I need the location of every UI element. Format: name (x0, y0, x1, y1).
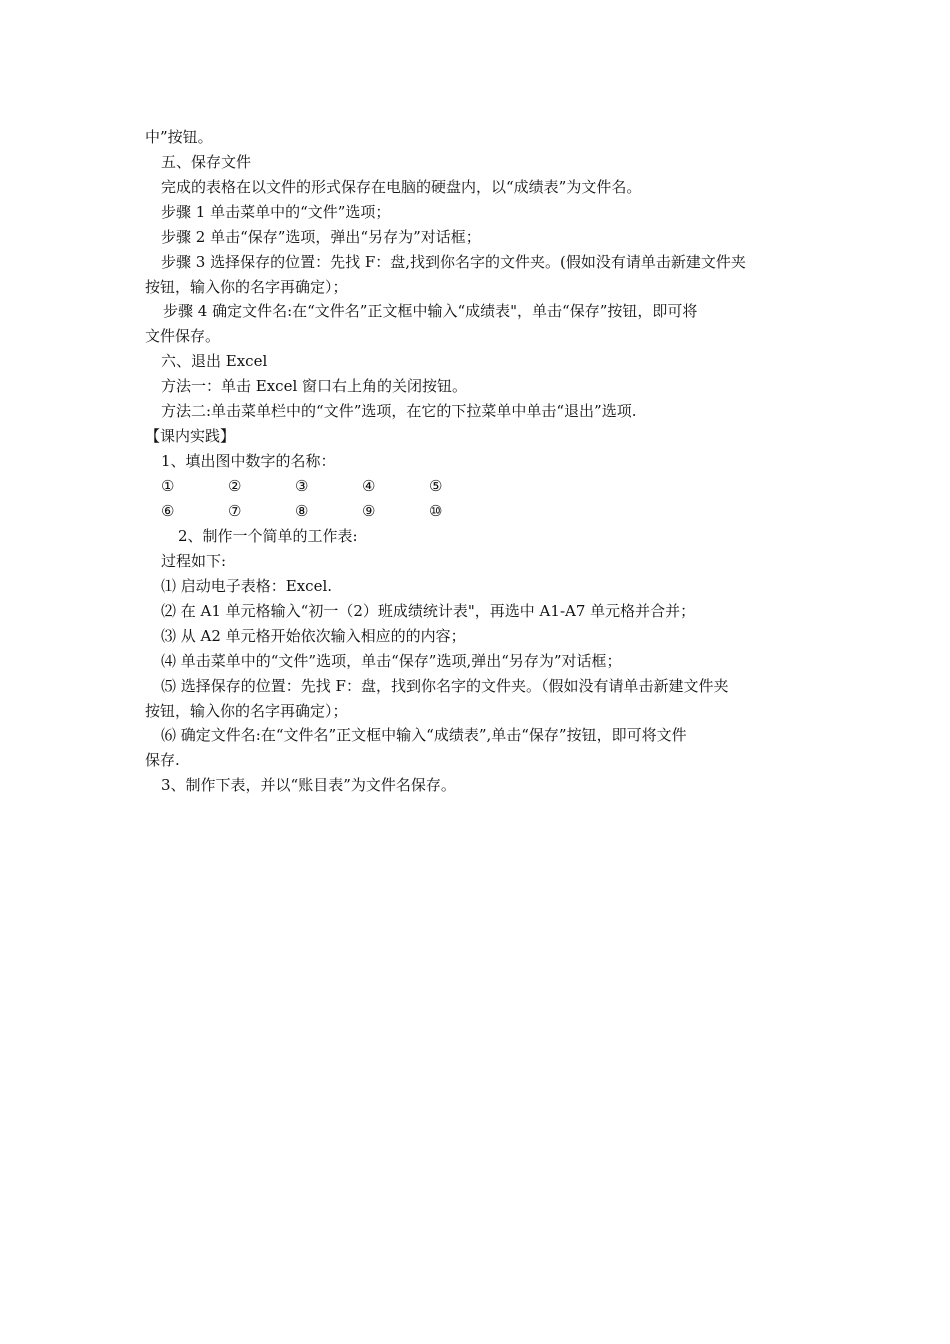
process-step-1: ⑴ 启动电子表格：Excel. (161, 577, 333, 595)
method-2: 方法二:单击菜单栏中的“文件”选项，在它的下拉菜单中单击“退出”选项. (161, 402, 637, 420)
process-step-4: ⑷ 单击菜单中的“文件”选项，单击“保存”选项,弹出“另存为”对话框； (161, 652, 622, 670)
step-2: 步骤 2 单击“保存”选项，弹出“另存为”对话框； (161, 228, 481, 246)
number-row-2 (161, 501, 496, 521)
step-3-cont: 按钮，输入你的名字再确定）； (145, 278, 348, 296)
process-step-6-cont: 保存. (145, 751, 180, 769)
circled-number: ⑥ (161, 502, 175, 520)
step-4-cont: 文件保存。 (145, 327, 221, 345)
step-1: 步骤 1 单击菜单中的“文件”选项； (161, 203, 391, 221)
method-1: 方法一：单击 Excel 窗口右上角的关闭按钮。 (161, 377, 468, 395)
process-step-3: ⑶ 从 A2 单元格开始依次输入相应的的内容； (161, 627, 466, 645)
circled-number: ⑦ (228, 502, 242, 520)
circled-number: ⑤ (429, 477, 443, 495)
step-4: 步骤 4 确定文件名:在“文件名”正文框中输入“成绩表"，单击“保存”按钮，即可将 (163, 302, 698, 320)
circled-number: ③ (295, 477, 309, 495)
circled-number: ⑧ (295, 502, 309, 520)
text-line: 中”按钮。 (145, 128, 213, 146)
task-3: 3、制作下表，并以“账目表”为文件名保存。 (161, 776, 456, 794)
circled-number: ① (161, 477, 175, 495)
section-heading-practice: 【课内实践】 (145, 427, 236, 445)
task-2: 2、制作一个简单的工作表: (178, 527, 358, 545)
circled-number: ② (228, 477, 242, 495)
number-row-1 (161, 476, 496, 496)
text-line: 完成的表格在以文件的形式保存在电脑的硬盘内，以“成绩表”为文件名。 (161, 178, 642, 196)
process-step-6: ⑹ 确定文件名:在“文件名”正文框中输入“成绩表”,单击“保存”按钮，即可将文件 (161, 726, 687, 744)
text-line: 过程如下: (161, 552, 227, 570)
circled-number: ⑨ (362, 502, 376, 520)
section-heading-exit: 六、退出 Excel (161, 352, 268, 370)
task-1: 1、填出图中数字的名称： (161, 452, 336, 470)
circled-number: ⑩ (429, 502, 443, 520)
circled-number: ④ (362, 477, 376, 495)
process-step-5: ⑸ 选择保存的位置：先找 F：盘，找到你名字的文件夹。（假如没有请单击新建文件夹 (161, 677, 729, 695)
step-3: 步骤 3 选择保存的位置：先找 F：盘,找到你名字的文件夹。(假如没有请单击新建文件夹 (161, 253, 746, 271)
process-step-5-cont: 按钮，输入你的名字再确定）； (145, 702, 348, 720)
process-step-2: ⑵ 在 A1 单元格输入“初一（2）班成绩统计表"，再选中 A1-A7 单元格并合并； (161, 602, 696, 620)
section-heading-save: 五、保存文件 (161, 153, 252, 171)
